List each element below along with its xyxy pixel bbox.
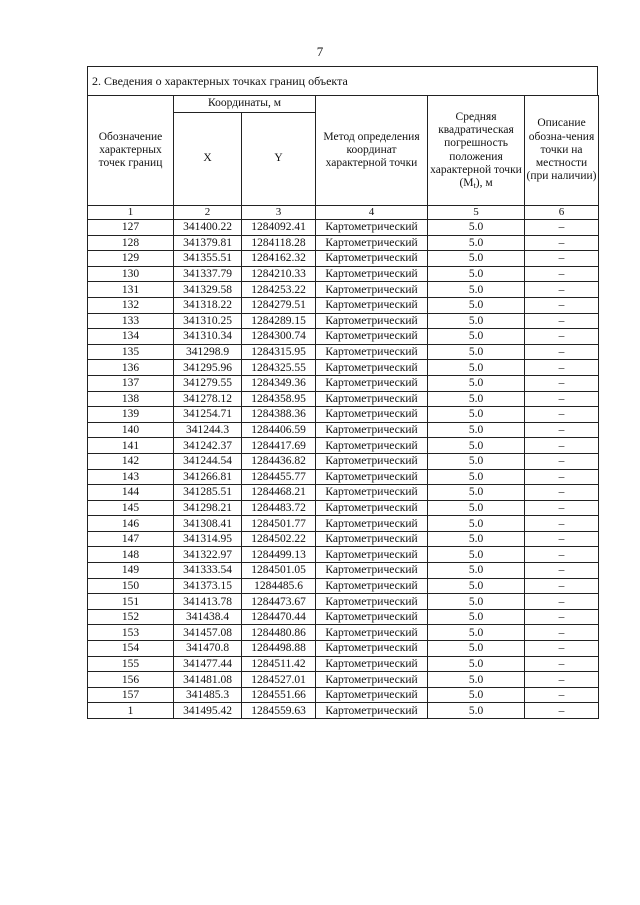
error-cell: 5.0 — [428, 235, 525, 251]
table-row — [88, 485, 599, 501]
method-cell: Картометрический — [316, 407, 428, 423]
column-number: 5 — [428, 206, 525, 220]
error-cell: 5.0 — [428, 625, 525, 641]
method-cell: Картометрический — [316, 360, 428, 376]
method-cell: Картометрический — [316, 469, 428, 485]
table-row — [88, 251, 599, 267]
point-number-cell: 140 — [88, 422, 174, 438]
method-cell: Картометрический — [316, 329, 428, 345]
method-cell: Картометрический — [316, 235, 428, 251]
method-cell: Картометрический — [316, 687, 428, 703]
description-cell: – — [525, 391, 599, 407]
point-number-cell: 132 — [88, 297, 174, 313]
y-coordinate-cell: 1284483.72 — [242, 500, 316, 516]
table-row — [88, 531, 599, 547]
method-cell: Картометрический — [316, 500, 428, 516]
x-coordinate-cell: 341285.51 — [174, 485, 242, 501]
error-cell: 5.0 — [428, 656, 525, 672]
y-coordinate-cell: 1284527.01 — [242, 672, 316, 688]
y-coordinate-cell: 1284210.33 — [242, 266, 316, 282]
y-coordinate-cell: 1284417.69 — [242, 438, 316, 454]
error-cell: 5.0 — [428, 251, 525, 267]
method-cell: Картометрический — [316, 625, 428, 641]
description-cell: – — [525, 453, 599, 469]
x-coordinate-cell: 341279.55 — [174, 375, 242, 391]
description-cell: – — [525, 609, 599, 625]
table-row — [88, 407, 599, 423]
method-cell: Картометрический — [316, 485, 428, 501]
y-coordinate-cell: 1284485.6 — [242, 578, 316, 594]
header-y: Y — [242, 113, 316, 206]
y-coordinate-cell: 1284279.51 — [242, 297, 316, 313]
table-row — [88, 609, 599, 625]
description-cell: – — [525, 220, 599, 236]
description-cell: – — [525, 687, 599, 703]
table-row — [88, 282, 599, 298]
point-number-cell: 147 — [88, 531, 174, 547]
error-cell: 5.0 — [428, 469, 525, 485]
table-row — [88, 547, 599, 563]
x-coordinate-cell: 341254.71 — [174, 407, 242, 423]
point-number-cell: 143 — [88, 469, 174, 485]
point-number-cell: 129 — [88, 251, 174, 267]
description-cell: – — [525, 672, 599, 688]
method-cell: Картометрический — [316, 297, 428, 313]
point-number-cell: 127 — [88, 220, 174, 236]
point-number-cell: 146 — [88, 516, 174, 532]
method-cell: Картометрический — [316, 251, 428, 267]
error-cell: 5.0 — [428, 422, 525, 438]
x-coordinate-cell: 341438.4 — [174, 609, 242, 625]
y-coordinate-cell: 1284501.77 — [242, 516, 316, 532]
header-error-subscript: t — [473, 180, 476, 190]
point-number-cell: 148 — [88, 547, 174, 563]
table-row — [88, 235, 599, 251]
x-coordinate-cell: 341333.54 — [174, 563, 242, 579]
error-cell: 5.0 — [428, 641, 525, 657]
table-row — [88, 641, 599, 657]
y-coordinate-cell: 1284358.95 — [242, 391, 316, 407]
y-coordinate-cell: 1284289.15 — [242, 313, 316, 329]
method-cell: Картометрический — [316, 641, 428, 657]
y-coordinate-cell: 1284436.82 — [242, 453, 316, 469]
table-row — [88, 656, 599, 672]
error-cell: 5.0 — [428, 687, 525, 703]
point-number-cell: 144 — [88, 485, 174, 501]
method-cell: Картометрический — [316, 438, 428, 454]
x-coordinate-cell: 341314.95 — [174, 531, 242, 547]
boundary-points-table — [87, 95, 599, 719]
description-cell: – — [525, 407, 599, 423]
error-cell: 5.0 — [428, 485, 525, 501]
error-cell: 5.0 — [428, 703, 525, 719]
method-cell: Картометрический — [316, 609, 428, 625]
error-cell: 5.0 — [428, 594, 525, 610]
error-cell: 5.0 — [428, 516, 525, 532]
description-cell: – — [525, 360, 599, 376]
x-coordinate-cell: 341379.81 — [174, 235, 242, 251]
y-coordinate-cell: 1284511.42 — [242, 656, 316, 672]
y-coordinate-cell: 1284315.95 — [242, 344, 316, 360]
table-row — [88, 578, 599, 594]
description-cell: – — [525, 344, 599, 360]
description-cell: – — [525, 656, 599, 672]
description-cell: – — [525, 516, 599, 532]
point-number-cell: 139 — [88, 407, 174, 423]
point-number-cell: 155 — [88, 656, 174, 672]
x-coordinate-cell: 341278.12 — [174, 391, 242, 407]
y-coordinate-cell: 1284406.59 — [242, 422, 316, 438]
error-cell: 5.0 — [428, 297, 525, 313]
method-cell: Картометрический — [316, 391, 428, 407]
header-error-unit: ), м — [475, 176, 493, 189]
method-cell: Картометрический — [316, 531, 428, 547]
y-coordinate-cell: 1284502.22 — [242, 531, 316, 547]
point-number-cell: 156 — [88, 672, 174, 688]
y-coordinate-cell: 1284498.88 — [242, 641, 316, 657]
table-row — [88, 422, 599, 438]
method-cell: Картометрический — [316, 375, 428, 391]
description-cell: – — [525, 531, 599, 547]
x-coordinate-cell: 341244.3 — [174, 422, 242, 438]
header-error-text: Средняя квадратическая погрешность положения характерной точки (M — [430, 110, 522, 189]
section-title: 2. Сведения о характерных точках границ объекта — [87, 66, 598, 95]
method-cell: Картометрический — [316, 220, 428, 236]
x-coordinate-cell: 341244.54 — [174, 453, 242, 469]
table-row — [88, 469, 599, 485]
description-cell: – — [525, 329, 599, 345]
method-cell: Картометрический — [316, 703, 428, 719]
table-row — [88, 516, 599, 532]
table-row — [88, 360, 599, 376]
x-coordinate-cell: 341481.08 — [174, 672, 242, 688]
error-cell: 5.0 — [428, 329, 525, 345]
header-x: X — [174, 113, 242, 206]
x-coordinate-cell: 341298.21 — [174, 500, 242, 516]
table-row — [88, 220, 599, 236]
error-cell: 5.0 — [428, 672, 525, 688]
x-coordinate-cell: 341242.37 — [174, 438, 242, 454]
description-cell: – — [525, 313, 599, 329]
description-cell: – — [525, 266, 599, 282]
error-cell: 5.0 — [428, 531, 525, 547]
x-coordinate-cell: 341400.22 — [174, 220, 242, 236]
method-cell: Картометрический — [316, 563, 428, 579]
error-cell: 5.0 — [428, 500, 525, 516]
point-number-cell: 150 — [88, 578, 174, 594]
table-row — [88, 375, 599, 391]
point-number-cell: 151 — [88, 594, 174, 610]
method-cell: Картометрический — [316, 547, 428, 563]
column-numbers-row — [88, 206, 599, 220]
table-row — [88, 594, 599, 610]
description-cell: – — [525, 625, 599, 641]
y-coordinate-cell: 1284468.21 — [242, 485, 316, 501]
x-coordinate-cell: 341310.34 — [174, 329, 242, 345]
x-coordinate-cell: 341355.51 — [174, 251, 242, 267]
column-number: 2 — [174, 206, 242, 220]
x-coordinate-cell: 341470.8 — [174, 641, 242, 657]
method-cell: Картометрический — [316, 656, 428, 672]
point-number-cell: 141 — [88, 438, 174, 454]
method-cell: Картометрический — [316, 516, 428, 532]
error-cell: 5.0 — [428, 282, 525, 298]
y-coordinate-cell: 1284470.44 — [242, 609, 316, 625]
y-coordinate-cell: 1284349.36 — [242, 375, 316, 391]
point-number-cell: 136 — [88, 360, 174, 376]
x-coordinate-cell: 341373.15 — [174, 578, 242, 594]
description-cell: – — [525, 641, 599, 657]
table-row — [88, 672, 599, 688]
point-number-cell: 152 — [88, 609, 174, 625]
header-error — [428, 96, 525, 206]
x-coordinate-cell: 341329.58 — [174, 282, 242, 298]
point-number-cell: 137 — [88, 375, 174, 391]
table-row — [88, 297, 599, 313]
x-coordinate-cell: 341318.22 — [174, 297, 242, 313]
description-cell: – — [525, 578, 599, 594]
table-row — [88, 625, 599, 641]
description-cell: – — [525, 282, 599, 298]
x-coordinate-cell: 341477.44 — [174, 656, 242, 672]
description-cell: – — [525, 469, 599, 485]
point-number-cell: 142 — [88, 453, 174, 469]
table-row — [88, 563, 599, 579]
method-cell: Картометрический — [316, 594, 428, 610]
y-coordinate-cell: 1284551.66 — [242, 687, 316, 703]
description-cell: – — [525, 485, 599, 501]
table-row — [88, 266, 599, 282]
x-coordinate-cell: 341413.78 — [174, 594, 242, 610]
point-number-cell: 135 — [88, 344, 174, 360]
x-coordinate-cell: 341485.3 — [174, 687, 242, 703]
header-description: Описание обозна-чения точки на местности (при наличии) — [525, 96, 599, 206]
point-number-cell: 149 — [88, 563, 174, 579]
method-cell: Картометрический — [316, 344, 428, 360]
boundary-points-section — [87, 66, 598, 719]
error-cell: 5.0 — [428, 220, 525, 236]
table-row — [88, 313, 599, 329]
error-cell: 5.0 — [428, 578, 525, 594]
point-number-cell: 154 — [88, 641, 174, 657]
point-number-cell: 1 — [88, 703, 174, 719]
description-cell: – — [525, 703, 599, 719]
description-cell: – — [525, 563, 599, 579]
y-coordinate-cell: 1284455.77 — [242, 469, 316, 485]
method-cell: Картометрический — [316, 578, 428, 594]
y-coordinate-cell: 1284499.13 — [242, 547, 316, 563]
column-number: 3 — [242, 206, 316, 220]
error-cell: 5.0 — [428, 563, 525, 579]
point-number-cell: 133 — [88, 313, 174, 329]
y-coordinate-cell: 1284559.63 — [242, 703, 316, 719]
table-row — [88, 391, 599, 407]
method-cell: Картометрический — [316, 672, 428, 688]
point-number-cell: 157 — [88, 687, 174, 703]
method-cell: Картометрический — [316, 422, 428, 438]
header-designation: Обозначение характерных точек границ — [88, 96, 174, 206]
description-cell: – — [525, 375, 599, 391]
method-cell: Картометрический — [316, 282, 428, 298]
error-cell: 5.0 — [428, 438, 525, 454]
table-row — [88, 687, 599, 703]
error-cell: 5.0 — [428, 344, 525, 360]
y-coordinate-cell: 1284480.86 — [242, 625, 316, 641]
method-cell: Картометрический — [316, 313, 428, 329]
error-cell: 5.0 — [428, 391, 525, 407]
description-cell: – — [525, 500, 599, 516]
method-cell: Картометрический — [316, 453, 428, 469]
x-coordinate-cell: 341322.97 — [174, 547, 242, 563]
point-number-cell: 145 — [88, 500, 174, 516]
table-row — [88, 344, 599, 360]
x-coordinate-cell: 341295.96 — [174, 360, 242, 376]
table-row — [88, 329, 599, 345]
y-coordinate-cell: 1284253.22 — [242, 282, 316, 298]
error-cell: 5.0 — [428, 375, 525, 391]
error-cell: 5.0 — [428, 453, 525, 469]
table-body — [88, 220, 599, 719]
point-number-cell: 134 — [88, 329, 174, 345]
table-row — [88, 500, 599, 516]
header-coordinates: Координаты, м — [174, 96, 316, 113]
description-cell: – — [525, 438, 599, 454]
method-cell: Картометрический — [316, 266, 428, 282]
point-number-cell: 131 — [88, 282, 174, 298]
description-cell: – — [525, 422, 599, 438]
description-cell: – — [525, 251, 599, 267]
description-cell: – — [525, 594, 599, 610]
x-coordinate-cell: 341495.42 — [174, 703, 242, 719]
point-number-cell: 130 — [88, 266, 174, 282]
description-cell: – — [525, 547, 599, 563]
y-coordinate-cell: 1284118.28 — [242, 235, 316, 251]
error-cell: 5.0 — [428, 609, 525, 625]
y-coordinate-cell: 1284473.67 — [242, 594, 316, 610]
y-coordinate-cell: 1284388.36 — [242, 407, 316, 423]
page-number: 7 — [316, 44, 324, 59]
error-cell: 5.0 — [428, 266, 525, 282]
x-coordinate-cell: 341457.08 — [174, 625, 242, 641]
x-coordinate-cell: 341310.25 — [174, 313, 242, 329]
column-number: 1 — [88, 206, 174, 220]
point-number-cell: 138 — [88, 391, 174, 407]
header-method: Метод определения координат характерной точки — [316, 96, 428, 206]
column-number: 4 — [316, 206, 428, 220]
table-row — [88, 438, 599, 454]
x-coordinate-cell: 341337.79 — [174, 266, 242, 282]
x-coordinate-cell: 341298.9 — [174, 344, 242, 360]
error-cell: 5.0 — [428, 407, 525, 423]
y-coordinate-cell: 1284162.32 — [242, 251, 316, 267]
point-number-cell: 128 — [88, 235, 174, 251]
error-cell: 5.0 — [428, 313, 525, 329]
column-number: 6 — [525, 206, 599, 220]
error-cell: 5.0 — [428, 360, 525, 376]
x-coordinate-cell: 341266.81 — [174, 469, 242, 485]
x-coordinate-cell: 341308.41 — [174, 516, 242, 532]
y-coordinate-cell: 1284092.41 — [242, 220, 316, 236]
y-coordinate-cell: 1284501.05 — [242, 563, 316, 579]
error-cell: 5.0 — [428, 547, 525, 563]
point-number-cell: 153 — [88, 625, 174, 641]
description-cell: – — [525, 235, 599, 251]
y-coordinate-cell: 1284325.55 — [242, 360, 316, 376]
y-coordinate-cell: 1284300.74 — [242, 329, 316, 345]
table-row — [88, 703, 599, 719]
description-cell: – — [525, 297, 599, 313]
table-row — [88, 453, 599, 469]
